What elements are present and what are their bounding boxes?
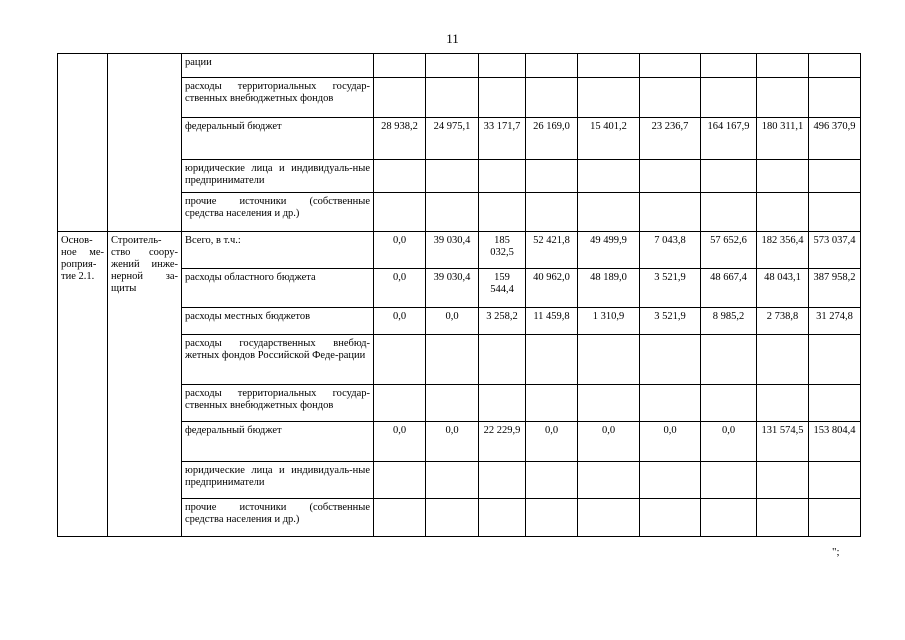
funding-source-label: прочие источники (собственные средства населения и др.): [182, 499, 374, 537]
value-cell: [701, 335, 757, 385]
value-cell: 33 171,7: [479, 118, 526, 160]
value-cell: 39 030,4: [426, 232, 479, 269]
value-cell: 153 804,4: [809, 422, 861, 462]
value-cell: [701, 499, 757, 537]
value-cell: [374, 385, 426, 422]
value-cell: 49 499,9: [578, 232, 640, 269]
value-cell: [479, 193, 526, 232]
value-cell: [640, 193, 701, 232]
measure-code-cell: [58, 54, 108, 232]
value-cell: [479, 160, 526, 193]
value-cell: [426, 193, 479, 232]
value-cell: [809, 54, 861, 78]
value-cell: 57 652,6: [701, 232, 757, 269]
value-cell: 387 958,2: [809, 269, 861, 308]
value-cell: [578, 54, 640, 78]
value-cell: 0,0: [526, 422, 578, 462]
value-cell: 24 975,1: [426, 118, 479, 160]
measure-code-cell: Основ-ное ме-роприя-тие 2.1.: [58, 232, 108, 537]
funding-source-label: юридические лица и индивидуаль-ные предприниматели: [182, 462, 374, 499]
value-cell: [526, 193, 578, 232]
value-cell: [640, 160, 701, 193]
value-cell: [578, 78, 640, 118]
value-cell: [701, 462, 757, 499]
value-cell: [526, 160, 578, 193]
value-cell: 52 421,8: [526, 232, 578, 269]
value-cell: [426, 78, 479, 118]
funding-source-label: Всего, в т.ч.:: [182, 232, 374, 269]
value-cell: [479, 462, 526, 499]
value-cell: [757, 385, 809, 422]
funding-source-label: федеральный бюджет: [182, 118, 374, 160]
value-cell: 31 274,8: [809, 308, 861, 335]
value-cell: 48 189,0: [578, 269, 640, 308]
value-cell: [640, 385, 701, 422]
value-cell: [426, 160, 479, 193]
value-cell: 0,0: [701, 422, 757, 462]
value-cell: [757, 462, 809, 499]
funding-source-label: федеральный бюджет: [182, 422, 374, 462]
value-cell: [374, 160, 426, 193]
value-cell: [374, 499, 426, 537]
value-cell: 0,0: [374, 232, 426, 269]
value-cell: [426, 335, 479, 385]
value-cell: [526, 499, 578, 537]
value-cell: 48 667,4: [701, 269, 757, 308]
funding-source-label: рации: [182, 54, 374, 78]
funding-source-label: юридические лица и индивидуаль-ные предприниматели: [182, 160, 374, 193]
value-cell: 48 043,1: [757, 269, 809, 308]
measure-name-cell: [108, 54, 182, 232]
value-cell: [526, 54, 578, 78]
value-cell: [578, 193, 640, 232]
value-cell: 39 030,4: [426, 269, 479, 308]
funding-source-label: расходы областного бюджета: [182, 269, 374, 308]
value-cell: 0,0: [374, 308, 426, 335]
value-cell: [479, 78, 526, 118]
value-cell: [701, 160, 757, 193]
value-cell: [701, 385, 757, 422]
value-cell: [809, 193, 861, 232]
value-cell: [757, 160, 809, 193]
value-cell: 3 521,9: [640, 308, 701, 335]
value-cell: [701, 54, 757, 78]
value-cell: 26 169,0: [526, 118, 578, 160]
value-cell: [809, 462, 861, 499]
value-cell: [640, 335, 701, 385]
value-cell: 23 236,7: [640, 118, 701, 160]
funding-source-label: расходы территориальных государ-ственных внебюджетных фондов: [182, 78, 374, 118]
value-cell: 28 938,2: [374, 118, 426, 160]
value-cell: 22 229,9: [479, 422, 526, 462]
value-cell: [479, 385, 526, 422]
value-cell: 3 258,2: [479, 308, 526, 335]
value-cell: [809, 78, 861, 118]
value-cell: [374, 78, 426, 118]
value-cell: [479, 335, 526, 385]
value-cell: [809, 499, 861, 537]
value-cell: [426, 462, 479, 499]
value-cell: 11 459,8: [526, 308, 578, 335]
value-cell: 180 311,1: [757, 118, 809, 160]
value-cell: 182 356,4: [757, 232, 809, 269]
funding-source-label: расходы государственных внебюд-жетных фондов Российской Феде-рации: [182, 335, 374, 385]
value-cell: [426, 385, 479, 422]
value-cell: [578, 499, 640, 537]
value-cell: 164 167,9: [701, 118, 757, 160]
value-cell: 0,0: [426, 308, 479, 335]
value-cell: [374, 54, 426, 78]
value-cell: [374, 335, 426, 385]
value-cell: 0,0: [374, 269, 426, 308]
table-row: [58, 54, 861, 78]
funding-source-label: прочие источники (собственные средства населения и др.): [182, 193, 374, 232]
value-cell: [701, 78, 757, 118]
value-cell: [809, 335, 861, 385]
value-cell: 0,0: [578, 422, 640, 462]
value-cell: [757, 54, 809, 78]
value-cell: [526, 335, 578, 385]
page-number: 11: [446, 31, 459, 46]
table-row: [58, 232, 861, 269]
value-cell: 40 962,0: [526, 269, 578, 308]
value-cell: 8 985,2: [701, 308, 757, 335]
measure-name-cell: Строитель-ство соору-жений инже-нерной за-щиты: [108, 232, 182, 537]
value-cell: [640, 54, 701, 78]
funding-source-label: расходы местных бюджетов: [182, 308, 374, 335]
value-cell: [479, 499, 526, 537]
value-cell: [640, 462, 701, 499]
value-cell: [757, 193, 809, 232]
value-cell: 2 738,8: [757, 308, 809, 335]
value-cell: [578, 462, 640, 499]
value-cell: 496 370,9: [809, 118, 861, 160]
budget-table: [57, 53, 861, 537]
value-cell: [578, 160, 640, 193]
value-cell: [701, 193, 757, 232]
value-cell: [374, 193, 426, 232]
funding-source-label: расходы территориальных государ-ственных внебюджетных фондов: [182, 385, 374, 422]
value-cell: [809, 385, 861, 422]
value-cell: [426, 499, 479, 537]
value-cell: [640, 78, 701, 118]
value-cell: [479, 54, 526, 78]
value-cell: 159 544,4: [479, 269, 526, 308]
value-cell: 15 401,2: [578, 118, 640, 160]
closing-quote: ";: [832, 546, 840, 558]
value-cell: 7 043,8: [640, 232, 701, 269]
value-cell: [757, 78, 809, 118]
value-cell: 131 574,5: [757, 422, 809, 462]
value-cell: [640, 499, 701, 537]
value-cell: 573 037,4: [809, 232, 861, 269]
value-cell: [757, 499, 809, 537]
value-cell: 0,0: [640, 422, 701, 462]
value-cell: 1 310,9: [578, 308, 640, 335]
value-cell: [526, 78, 578, 118]
value-cell: [374, 462, 426, 499]
value-cell: [578, 385, 640, 422]
value-cell: [809, 160, 861, 193]
value-cell: [578, 335, 640, 385]
value-cell: [526, 462, 578, 499]
value-cell: 0,0: [426, 422, 479, 462]
value-cell: 3 521,9: [640, 269, 701, 308]
value-cell: [757, 335, 809, 385]
value-cell: 185 032,5: [479, 232, 526, 269]
value-cell: [526, 385, 578, 422]
value-cell: 0,0: [374, 422, 426, 462]
value-cell: [426, 54, 479, 78]
